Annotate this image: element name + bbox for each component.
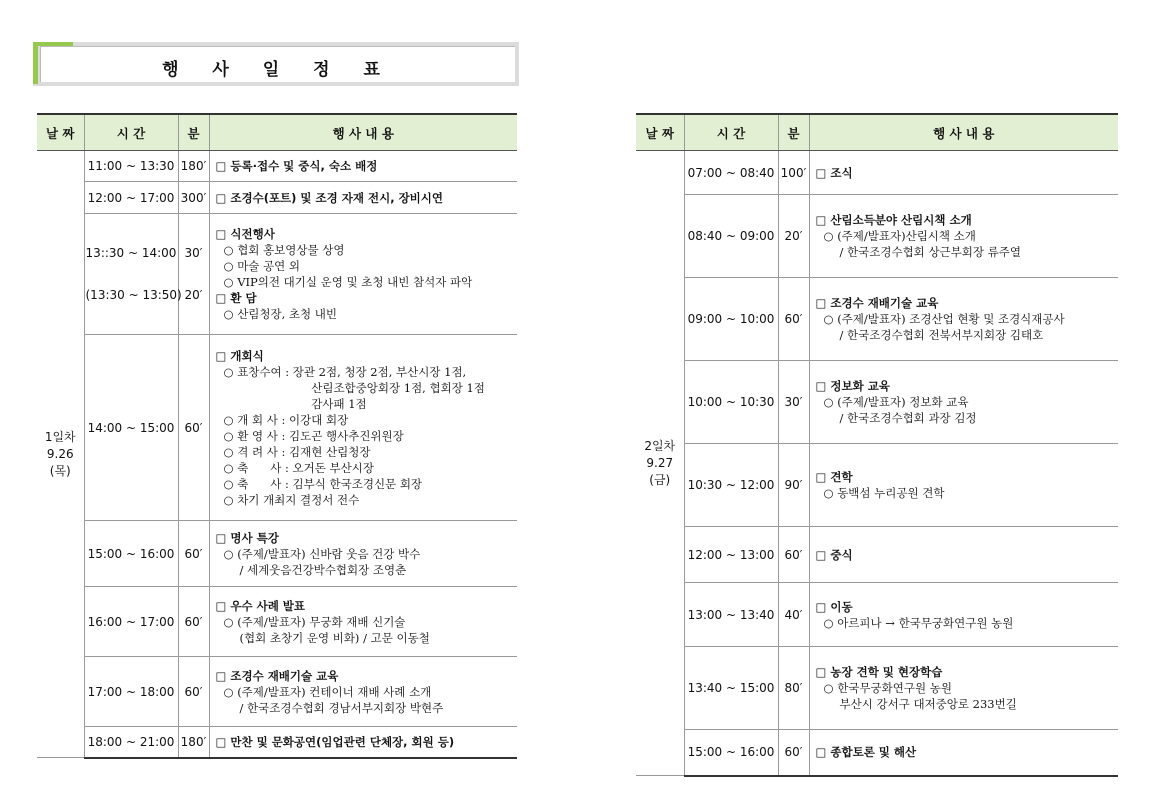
- duration-cell: [778, 361, 809, 444]
- event-heading: □ 이동: [815, 599, 853, 614]
- event-detail: / 한국조경수협회 상근부회장 류주열: [839, 245, 1021, 259]
- time-value: 13:40 ~ 15:00: [687, 681, 775, 695]
- table-header-row: [636, 114, 1118, 151]
- event-content-cell: [209, 335, 517, 521]
- table-row: [636, 151, 1118, 195]
- event-detail: ○ 격 려 사 : 김재현 산림청장: [223, 444, 371, 459]
- day-label-line: 9.26: [46, 446, 74, 461]
- duration-cell: [778, 444, 809, 527]
- time-cell: [84, 214, 182, 335]
- day-label-line: 2일차: [644, 438, 676, 453]
- event-detail: ○ 아르피나 → 한국무궁화연구원 농원: [823, 615, 1014, 630]
- duration-cell: [778, 730, 809, 776]
- event-detail: ○ (주제/발표자)산림시책 소개: [823, 229, 976, 243]
- table-row: [37, 182, 517, 214]
- table-row: [37, 335, 517, 521]
- day1-schedule-table: [37, 113, 517, 759]
- time-value: 09:00 ~ 10:00: [687, 312, 775, 326]
- table-row: [636, 730, 1118, 776]
- event-heading: □ 중식: [815, 547, 853, 562]
- time-cell: [684, 361, 778, 444]
- event-heading: □ 정보화 교육: [815, 379, 890, 393]
- time-value: 17:00 ~ 18:00: [87, 684, 175, 699]
- header-time: 시 간: [684, 114, 778, 151]
- table-row: [636, 583, 1118, 647]
- time-cell: [684, 527, 778, 583]
- event-heading: □ 조경수 재배기술 교육: [815, 296, 939, 310]
- event-content-cell: [209, 521, 517, 587]
- duration-value: 300′: [180, 190, 207, 205]
- event-detail: ○ 한국무궁화연구원 농원: [823, 681, 952, 695]
- duration-cell: [178, 214, 209, 335]
- event-detail: ○ 산림청장, 초청 내빈: [223, 307, 338, 321]
- day2-schedule-table: [636, 113, 1118, 777]
- event-detail: ○ 축 사 : 오거돈 부산시장: [223, 460, 374, 475]
- event-content-cell: [809, 278, 1118, 361]
- day-label-line: (금): [649, 472, 671, 487]
- event-detail: ○ 마술 공연 외: [223, 259, 301, 273]
- header-content: 행 사 내 용: [209, 114, 517, 151]
- event-content-cell: [809, 527, 1118, 583]
- event-heading: □ 환 담: [215, 291, 257, 305]
- time-value: 08:40 ~ 09:00: [687, 229, 775, 243]
- day-label-cell: [636, 151, 684, 776]
- time-cell: [84, 521, 178, 587]
- time-cell: [684, 647, 778, 730]
- day-label-line: 1일차: [44, 429, 76, 444]
- header-date: 날 짜: [37, 114, 84, 151]
- table-row: [37, 657, 517, 727]
- event-heading: □ 종합토론 및 해산: [815, 745, 917, 760]
- event-content-cell: [209, 727, 517, 758]
- duration-value: 40′: [784, 607, 803, 622]
- time-value: 12:00 ~ 17:00: [87, 190, 175, 205]
- table-row: [37, 214, 517, 335]
- event-heading: □ 산림소득분야 산림시책 소개: [815, 213, 972, 227]
- event-detail: 산림조합중앙회장 1점, 협회장 1점: [223, 380, 485, 395]
- time-value: 10:00 ~ 10:30: [687, 395, 775, 409]
- day-label-cell: [37, 151, 84, 758]
- time-value: 10:30 ~ 12:00: [687, 478, 775, 492]
- time-cell: [684, 583, 778, 647]
- event-detail: / 한국조경수협회 전북서부지회장 김태호: [839, 328, 1044, 342]
- duration-value: 90′: [784, 478, 803, 492]
- time-value: 11:00 ~ 13:30: [87, 159, 175, 173]
- duration-value: 60′: [184, 684, 203, 699]
- title-accent-bar: [33, 42, 38, 84]
- duration-cell: [178, 151, 209, 182]
- duration-value: 100′: [780, 165, 807, 180]
- duration-value: 60′: [184, 614, 203, 629]
- event-heading: □ 등록·접수 및 중식, 숙소 배정: [215, 159, 378, 173]
- event-detail: / 한국조경수협회 경남서부지회장 박현주: [239, 700, 444, 715]
- duration-cell: [178, 727, 209, 758]
- time-cell: [684, 444, 778, 527]
- table-row: [37, 587, 517, 657]
- event-detail: ○ VIP의전 대기실 운영 및 초청 내빈 참석자 파악: [223, 275, 473, 289]
- event-detail: ○ 표창수여 : 장관 2점, 청장 2점, 부산시장 1점,: [223, 364, 467, 379]
- duration-cell: [778, 527, 809, 583]
- duration-value: 180′: [180, 734, 207, 749]
- event-detail: ○ (주제/발표자) 무궁화 재배 신기술: [223, 614, 406, 629]
- table-row: [636, 647, 1118, 730]
- header-min: 분: [778, 114, 809, 151]
- table-row: [636, 195, 1118, 278]
- event-heading: □ 개회식: [215, 348, 264, 363]
- duration-value: 80′: [784, 681, 803, 695]
- event-content-cell: [809, 647, 1118, 730]
- event-heading: □ 조경수 재배기술 교육: [215, 668, 339, 683]
- time-value: 15:00 ~ 16:00: [87, 546, 175, 561]
- page-title: 행 사 일 정 표: [162, 60, 394, 80]
- time-cell: [84, 335, 178, 521]
- duration-value: 60′: [784, 547, 803, 562]
- day-label-line: (목): [49, 463, 71, 478]
- duration-cell: [178, 587, 209, 657]
- time-value: 12:00 ~ 13:00: [687, 547, 775, 562]
- time-value: 13:00 ~ 13:40: [687, 607, 775, 622]
- duration-value: 60′: [184, 420, 203, 435]
- event-content-cell: [209, 182, 517, 214]
- header-min: 분: [178, 114, 209, 151]
- time-cell: [684, 151, 778, 195]
- event-content-cell: [809, 583, 1118, 647]
- table-row: [636, 527, 1118, 583]
- table-row: [37, 151, 517, 182]
- event-content-cell: [809, 361, 1118, 444]
- table-row: [37, 521, 517, 587]
- day-label-line: 9.27: [646, 455, 674, 470]
- table-header-row: [37, 114, 517, 151]
- event-detail: 부산시 강서구 대저중앙로 233번길: [839, 697, 1017, 711]
- duration-cell: [778, 278, 809, 361]
- time-value-sub: (13:30 ~ 13:50): [85, 288, 182, 302]
- time-value: 13::30 ~ 14:00: [85, 246, 177, 260]
- duration-cell: [778, 151, 809, 195]
- title-frame: [33, 42, 519, 86]
- event-heading: □ 조경수(포트) 및 조경 자재 전시, 장비시연: [215, 190, 444, 205]
- event-content-cell: [809, 444, 1118, 527]
- duration-cell: [178, 335, 209, 521]
- event-content-cell: [209, 587, 517, 657]
- duration-value: 60′: [784, 312, 803, 326]
- event-detail: (협회 초창기 운영 비화) / 고문 이동철: [239, 630, 430, 645]
- title-panel: [40, 46, 515, 82]
- event-content-cell: [809, 195, 1118, 278]
- duration-cell: [778, 583, 809, 647]
- duration-cell: [178, 521, 209, 587]
- duration-value: 30′: [184, 246, 203, 260]
- event-detail: ○ 협회 홍보영상물 상영: [223, 243, 345, 257]
- table-row: [636, 361, 1118, 444]
- time-cell: [684, 730, 778, 776]
- event-detail: ○ (주제/발표자) 신바람 웃음 건강 박수: [223, 546, 421, 561]
- duration-value: 60′: [784, 745, 803, 760]
- event-heading: □ 만찬 및 문화공연(임업관련 단체장, 회원 등): [215, 734, 455, 749]
- time-cell: [84, 151, 178, 182]
- event-content-cell: [809, 151, 1118, 195]
- event-heading: □ 식전행사: [215, 227, 275, 241]
- event-heading: □ 명사 특강: [215, 530, 279, 545]
- duration-cell: [178, 657, 209, 727]
- time-cell: [84, 587, 178, 657]
- event-content-cell: [809, 730, 1118, 776]
- event-heading: □ 우수 사례 발표: [215, 598, 306, 613]
- event-heading: □ 조식: [815, 165, 853, 180]
- duration-cell: [778, 647, 809, 730]
- time-cell: [84, 727, 178, 758]
- duration-value: 180′: [180, 159, 207, 173]
- time-value: 14:00 ~ 15:00: [87, 420, 175, 435]
- event-detail: / 한국조경수협회 과장 김정: [839, 411, 977, 425]
- event-detail: ○ (주제/발표자) 정보화 교육: [823, 395, 969, 409]
- duration-value: 60′: [184, 546, 203, 561]
- duration-cell: [178, 182, 209, 214]
- duration-value: 20′: [784, 229, 803, 243]
- event-detail: ○ 축 사 : 김부식 한국조경신문 회장: [223, 476, 423, 491]
- event-detail: ○ 환 영 사 : 김도곤 행사추진위원장: [223, 428, 404, 443]
- event-detail: ○ 동백섬 누리공원 견학: [823, 486, 945, 500]
- event-detail: ○ (주제/발표자) 조경산업 현황 및 조경식재공사: [823, 312, 1065, 326]
- event-content-cell: [209, 657, 517, 727]
- duration-value-sub: 20′: [184, 288, 203, 302]
- header-time: 시 간: [84, 114, 178, 151]
- time-value: 07:00 ~ 08:40: [687, 165, 775, 180]
- event-heading: □ 농장 견학 및 현장학습: [815, 665, 943, 679]
- event-content-cell: [209, 214, 517, 335]
- time-cell: [84, 657, 178, 727]
- time-value: 15:00 ~ 16:00: [687, 745, 775, 760]
- header-date: 날 짜: [636, 114, 684, 151]
- time-cell: [684, 278, 778, 361]
- time-cell: [84, 182, 178, 214]
- duration-cell: [778, 195, 809, 278]
- event-detail: ○ (주제/발표자) 컨테이너 재배 사례 소개: [223, 684, 432, 699]
- duration-value: 30′: [784, 395, 803, 409]
- event-detail: 감사패 1점: [223, 396, 367, 411]
- time-cell: [684, 195, 778, 278]
- header-content: 행 사 내 용: [809, 114, 1118, 151]
- event-detail: ○ 개 회 사 : 이강대 회장: [223, 412, 349, 427]
- table-row: [37, 727, 517, 758]
- time-value: 18:00 ~ 21:00: [87, 734, 175, 749]
- table-row: [636, 444, 1118, 527]
- time-value: 16:00 ~ 17:00: [87, 614, 175, 629]
- event-detail: / 세계웃음건강박수협회장 조영춘: [239, 562, 407, 577]
- table-row: [636, 278, 1118, 361]
- event-detail: ○ 차기 개최지 결정서 전수: [223, 492, 360, 507]
- event-content-cell: [209, 151, 517, 182]
- event-heading: □ 견학: [815, 470, 853, 484]
